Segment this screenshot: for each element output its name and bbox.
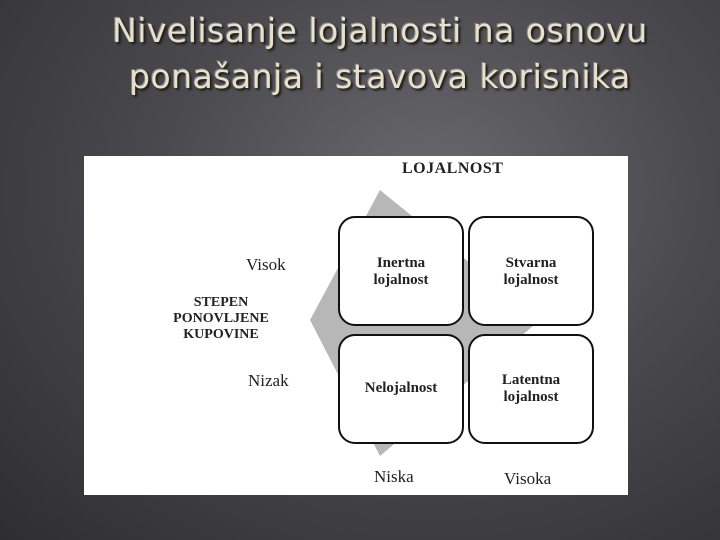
quadrant-bottom-left-line-1: Nelojalnost (364, 380, 438, 396)
quadrant-label-top-right (469, 255, 593, 289)
y-axis-high-label: Visok (246, 255, 286, 274)
quadrant-top-right-line-1: Stvarna (505, 255, 557, 271)
x-axis-low-label: Niska (374, 467, 414, 486)
y-axis-title-line-1: STEPEN (193, 295, 249, 310)
quadrant-label-bottom-right (469, 372, 593, 406)
y-axis-title (146, 295, 296, 343)
quadrant-label-top-left (339, 255, 463, 289)
quadrant-bottom-right-line-1: Latentna (501, 372, 561, 388)
slide-title (60, 8, 700, 100)
x-axis-high-label: Visoka (504, 469, 552, 488)
quadrant-top-right-line-2: lojalnost (503, 272, 559, 288)
y-axis-title-line-3: KUPOVINE (183, 327, 259, 342)
slide-title-line-1: Nivelisanje lojalnosti na osnovu (112, 11, 648, 50)
quadrant-top-left-line-2: lojalnost (373, 272, 429, 288)
quadrant-label-bottom-left (339, 380, 463, 397)
quadrant-top-left-line-1: Inertna (376, 255, 426, 271)
slide-title-line-2: ponašanja i stavova korisnika (129, 57, 631, 96)
y-axis-title-line-2: PONOVLJENE (173, 311, 269, 326)
y-axis-low-label: Nizak (248, 371, 289, 390)
loyalty-matrix-figure (84, 156, 628, 495)
diagram-top-label: LOJALNOST (402, 160, 504, 177)
quadrant-bottom-right-line-2: lojalnost (503, 389, 559, 405)
